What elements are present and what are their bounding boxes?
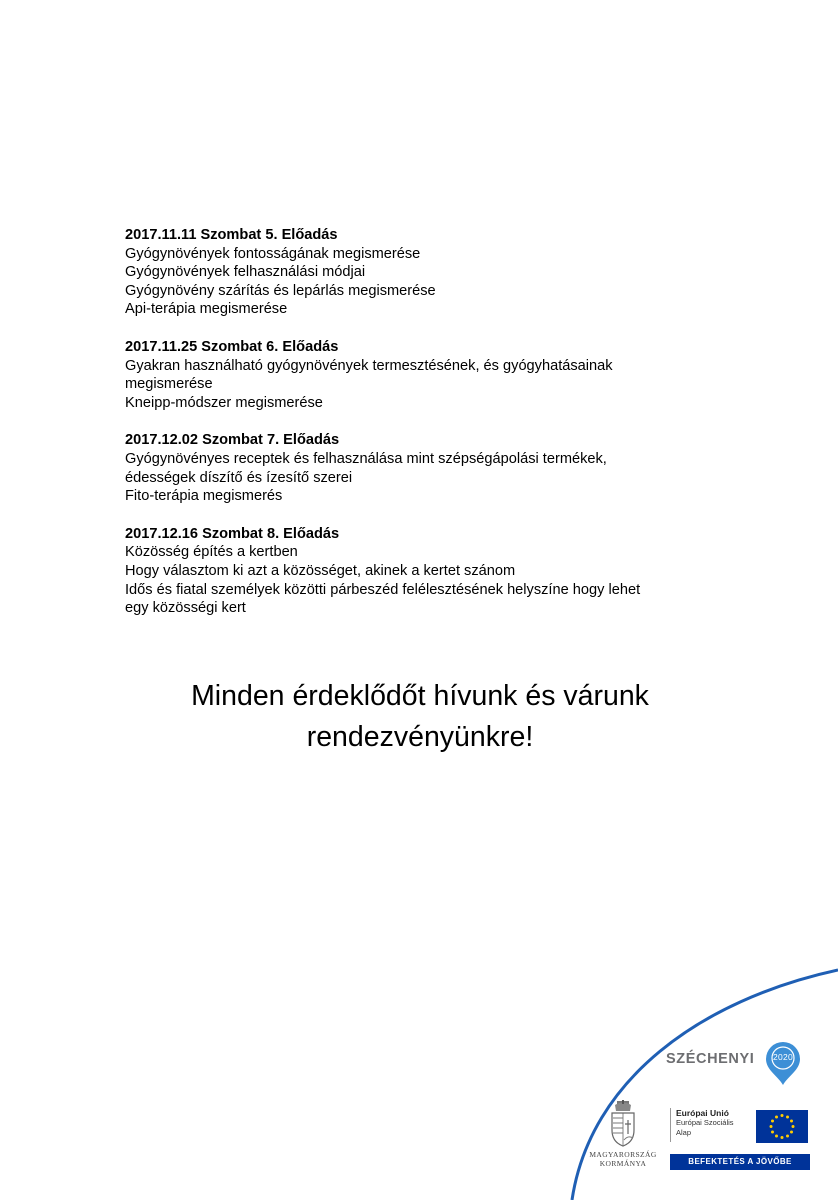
session-title: 2017.11.25 Szombat 6. Előadás	[125, 338, 339, 355]
government-line-1: MAGYARORSZÁG	[589, 1150, 657, 1159]
eu-line-2: Európai Szociális	[676, 1118, 734, 1127]
szechenyi-name: SZÉCHENYI	[666, 1051, 755, 1067]
session-topic: Gyógynövény szárítás és lepárlás megismerése	[125, 282, 436, 299]
eu-line-1: Európai Unió	[676, 1108, 729, 1118]
session-topic: Api-terápia megismerése	[125, 301, 288, 318]
invitation-line-2: rendezvényünkre!	[306, 721, 534, 753]
session-topic: Gyógynövények fontosságának megismerése	[125, 245, 421, 262]
session-title: 2017.11.11 Szombat 5. Előadás	[125, 227, 338, 243]
session-title: 2017.12.02 Szombat 7. Előadás	[125, 432, 340, 449]
szechenyi-year: 2020	[772, 1052, 794, 1062]
szechenyi-2020-logo	[666, 1042, 802, 1086]
session-topic: Kneipp-módszer megismerése	[125, 394, 323, 411]
eu-text	[670, 1108, 756, 1142]
location-pin-icon	[764, 1042, 802, 1086]
session-topic: Hogy választom ki azt a közösséget, akinek a kertet szánom	[125, 562, 516, 579]
session-topic: Gyakran használható gyógynövények termesztésének, és gyógyhatásainak	[125, 357, 613, 374]
eu-flag-icon	[756, 1110, 808, 1143]
eu-funding-logo	[670, 1108, 810, 1172]
government-line-2: KORMÁNYA	[599, 1159, 647, 1168]
session-topic: egy közösségi kert	[125, 600, 246, 617]
eu-line-3: Alap	[676, 1128, 692, 1137]
government-logo	[588, 1100, 658, 1180]
session-topic: Közösség építés a kertben	[125, 544, 298, 561]
eu-banner: BEFEKTETÉS A JÖVŐBE	[670, 1154, 810, 1170]
session-topic: megismerése	[125, 376, 213, 393]
session-topic: Gyógynövényes receptek és felhasználása mint szépségápolási termékek,	[125, 450, 607, 467]
session-topic: Gyógynövények felhasználási módjai	[125, 264, 366, 281]
session-topic: Fito-terápia megismerés	[125, 488, 283, 505]
coat-of-arms-icon	[608, 1100, 638, 1148]
invitation-line-1: Minden érdeklődőt hívunk és várunk	[191, 680, 649, 712]
session-topic: Idős és fiatal személyek közötti párbeszéd felélesztésének helyszíne hogy lehet	[125, 581, 641, 598]
session-topic: édességek díszítő és ízesítő szerei	[125, 469, 353, 486]
session-title: 2017.12.16 Szombat 8. Előadás	[125, 525, 340, 542]
